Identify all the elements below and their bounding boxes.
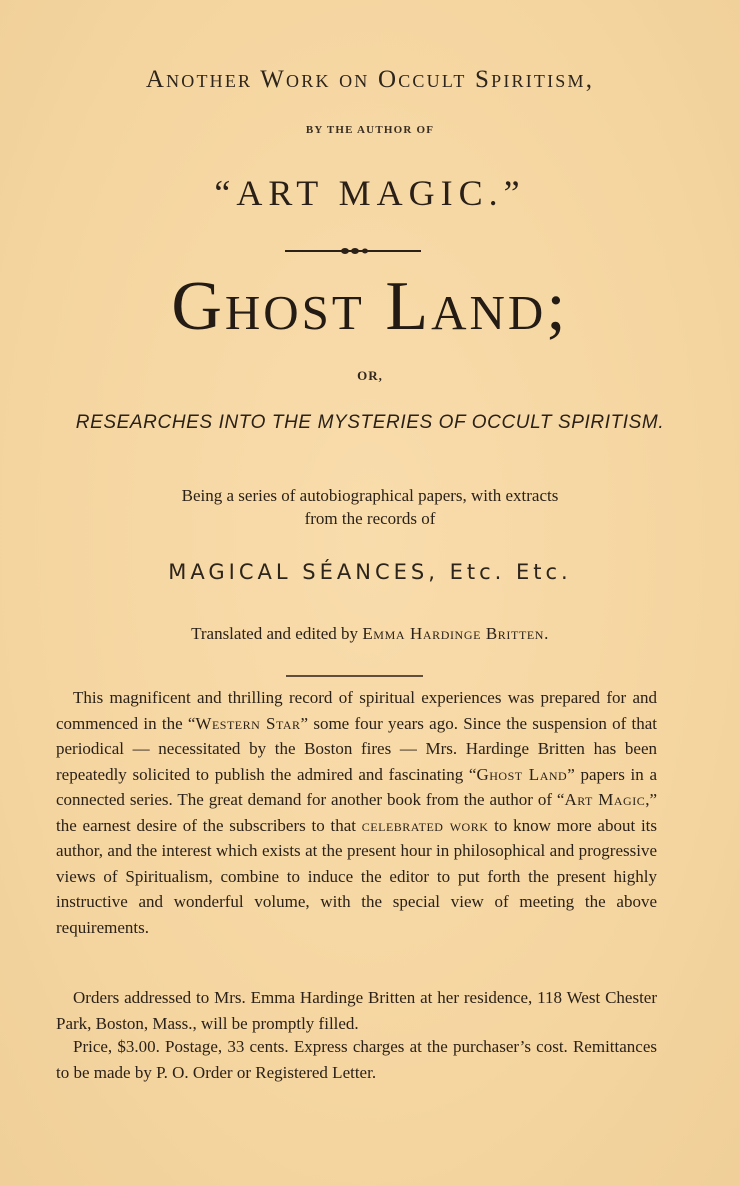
orders-paragraph: Orders addressed to Mrs. Emma Hardinge Britten at her residence, 118 West Chester Park, Boston, Mass., will be promptly filled. bbox=[56, 988, 657, 1033]
seances-line: MAGICAL SÉANCES, Etc. Etc. bbox=[168, 560, 572, 584]
ornamental-rule-icon bbox=[0, 244, 740, 258]
ornament-divider bbox=[0, 244, 740, 258]
p1-text-a: This magnificent and thrilling record of spiritual experiences was prepared for and commenced in the “ bbox=[56, 688, 657, 733]
celebrated-work-name: celebrated work bbox=[361, 815, 489, 835]
art-magic-name: Art Magic bbox=[564, 790, 646, 809]
p1-text-e: to know more about its author, and the interest which exists at the present hour in philosophical and progressive views of Spiritualism, combine to induce the editor to put forth the present highly instructive and wonderful volume, with the special view of meeting the above requirements. bbox=[56, 815, 658, 937]
subtitle: RESEARCHES INTO THE MYSTERIES OF OCCULT SPIRITISM. bbox=[75, 412, 665, 433]
description-line-2: from the records of bbox=[304, 509, 436, 528]
editor-name: Emma Hardinge Britten. bbox=[362, 624, 549, 643]
translated-line bbox=[0, 624, 740, 644]
price-paragraph: Price, $3.00. Postage, 33 cents. Express charges at the purchaser’s cost. Remittances to be made by P. O. Order or Registered Letter. bbox=[56, 1037, 657, 1082]
header-line: Another Work on Occult Spiritism, bbox=[145, 66, 595, 93]
main-title: Ghost Land; bbox=[171, 268, 569, 345]
description-line-1: Being a series of autobiographical papers, with extracts bbox=[181, 486, 559, 505]
western-star-name: Western Star bbox=[195, 713, 301, 733]
divider-rule bbox=[0, 664, 740, 666]
p1-text-d: ,” the earnest desire of the subscribers to that bbox=[56, 790, 657, 835]
art-magic-title: “ART MAGIC.” bbox=[214, 173, 526, 213]
rule-line bbox=[0, 675, 740, 677]
or-word: OR, bbox=[357, 368, 383, 383]
body-paragraph-3 bbox=[56, 1034, 657, 1085]
body-paragraph-1 bbox=[56, 685, 657, 940]
p1-text-c: ” papers in a connected series. The great demand for another book from the author of “ bbox=[56, 764, 657, 809]
translated-prefix: Translated and edited by bbox=[191, 624, 359, 643]
description bbox=[0, 484, 740, 530]
p1-text-b: ” some four years ago. Since the suspension of that periodical — necessitated by the Boston fires — Mrs. Hardinge Britten has been repeatedly solicited to publish the admired and fascinating “ bbox=[56, 713, 657, 784]
body-paragraph-2 bbox=[56, 985, 657, 1036]
byline: BY THE AUTHOR OF bbox=[305, 124, 435, 136]
ghost-land-name: Ghost Land bbox=[476, 764, 568, 784]
